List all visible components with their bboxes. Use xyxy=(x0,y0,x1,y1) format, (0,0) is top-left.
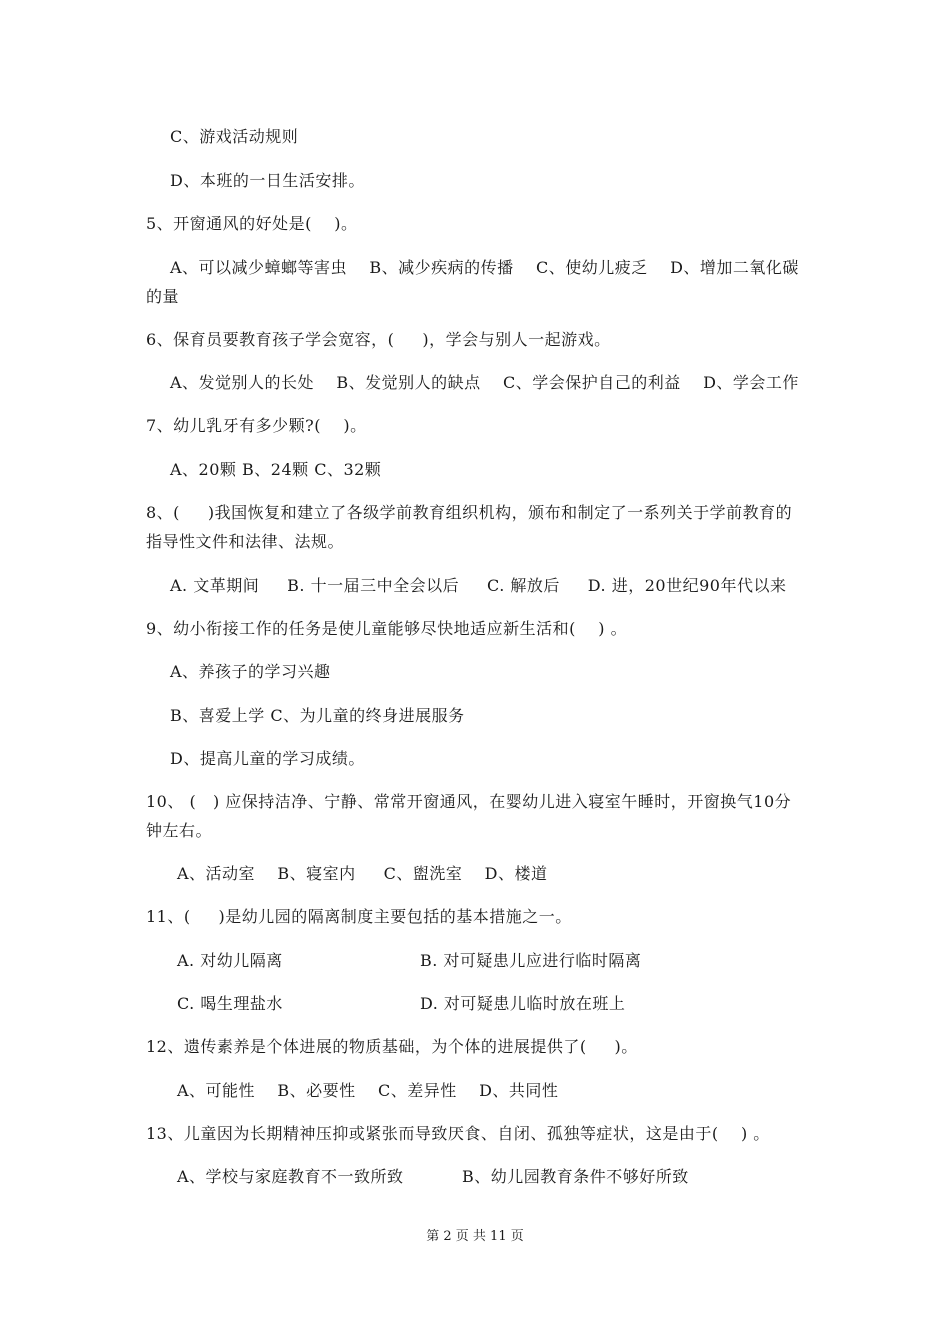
question-10: 10、 ( ) 应保持洁净、宁静、常常开窗通风，在婴幼儿进入寝室午睡时，开窗换气10分 xyxy=(146,792,792,811)
option-b-q13: B、幼儿园教育条件不够好所致 xyxy=(462,1167,689,1186)
options-q6: A、发觉别人的长处 B、发觉别人的缺点 C、学会保护自己的利益 D、学会工作 xyxy=(170,373,799,392)
option-d-q11: D. 对可疑患儿临时放在班上 xyxy=(420,994,626,1013)
page-footer: 第 2 页 共 11 页 xyxy=(426,1229,524,1244)
options-q5-continued: 的量 xyxy=(146,287,180,306)
option-c-q4: C、游戏活动规则 xyxy=(170,127,299,146)
option-d-q9: D、提高儿童的学习成绩。 xyxy=(170,749,365,768)
question-11: 11、( )是幼儿园的隔离制度主要包括的基本措施之一。 xyxy=(146,907,572,926)
question-8-continued: 指导性文件和法律、法规。 xyxy=(146,532,345,551)
question-13: 13、儿童因为长期精神压抑或紧张而导致厌食、自闭、孤独等症状，这是由于( ) 。 xyxy=(146,1124,770,1143)
options-q8: A. 文革期间 B. 十一届三中全会以后 C. 解放后 D. 进，20世纪90年代以来 xyxy=(170,576,787,595)
question-8: 8、( )我国恢复和建立了各级学前教育组织机构，颁布和制定了一系列关于学前教育的 xyxy=(146,503,793,522)
question-6: 6、保育员要教育孩子学会宽容，( )，学会与别人一起游戏。 xyxy=(146,330,611,349)
options-q7: A、20颗 B、24颗 C、32颗 xyxy=(170,460,382,479)
question-9: 9、幼小衔接工作的任务是使儿童能够尽快地适应新生活和( ) 。 xyxy=(146,619,628,638)
question-10-continued: 钟左右。 xyxy=(146,821,213,840)
option-a-q13: A、学校与家庭教育不一致所致 xyxy=(177,1167,404,1186)
option-d-q4: D、本班的一日生活安排。 xyxy=(170,171,365,190)
option-a-q11: A. 对幼儿隔离 xyxy=(177,951,283,970)
question-12: 12、遗传素养是个体进展的物质基础，为个体的进展提供了( )。 xyxy=(146,1037,638,1056)
options-q10: A、活动室 B、寝室内 C、盥洗室 D、楼道 xyxy=(177,864,548,883)
option-a-q9: A、养孩子的学习兴趣 xyxy=(170,662,331,681)
question-5: 5、开窗通风的好处是( )。 xyxy=(146,214,358,233)
options-q12: A、可能性 B、必要性 C、差异性 D、共同性 xyxy=(177,1081,559,1100)
option-c-q11: C. 喝生理盐水 xyxy=(177,994,283,1013)
option-b-q9: B、喜爱上学 C、为儿童的终身进展服务 xyxy=(170,706,465,725)
option-b-q11: B. 对可疑患儿应进行临时隔离 xyxy=(420,951,642,970)
options-q5: A、可以减少蟑螂等害虫 B、减少疾病的传播 C、使幼儿疲乏 D、增加二氧化碳 xyxy=(170,258,799,277)
question-7: 7、幼儿乳牙有多少颗?( )。 xyxy=(146,416,367,435)
